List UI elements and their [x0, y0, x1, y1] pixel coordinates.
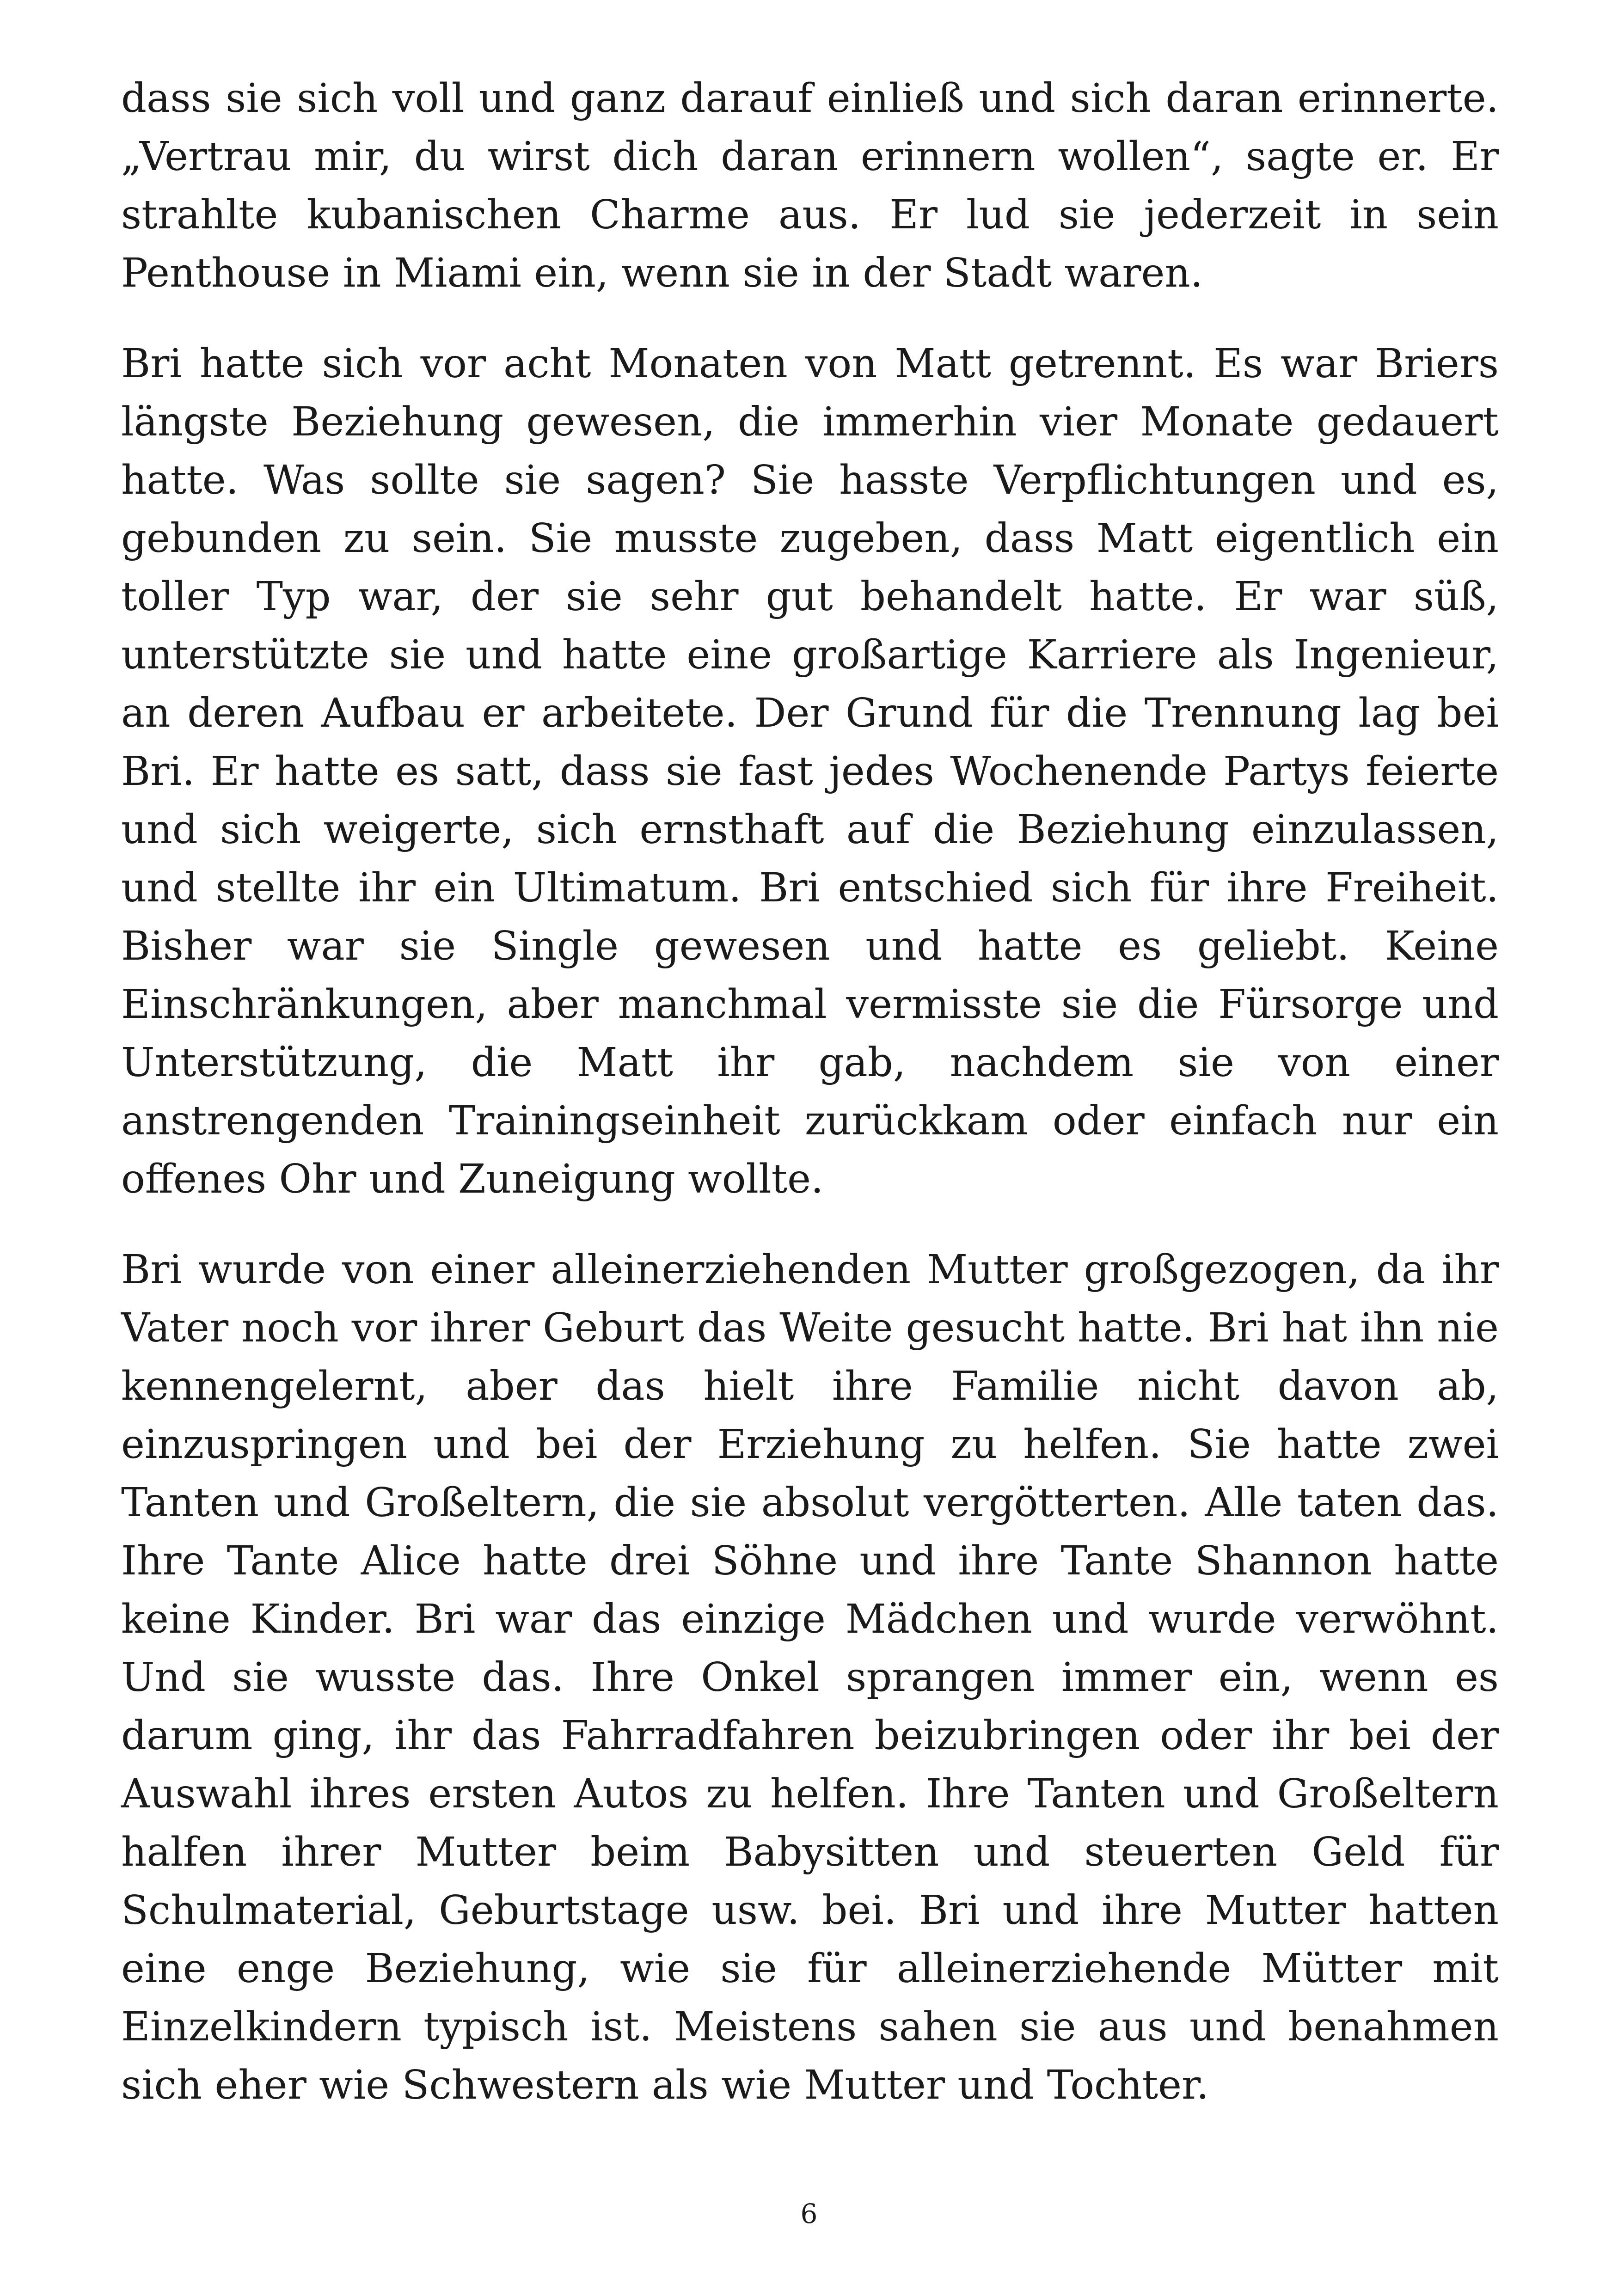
- body-text: [121, 69, 1499, 2114]
- page-number: 6: [800, 2198, 818, 2229]
- paragraph-1: dass sie sich voll und ganz darauf einließ und sich daran erinnerte. „Vertrau mir, du wirst dich daran erinnern wollen“, sagte er. Er strahlte kubanischen Charme aus. Er lud sie jederzeit in sein Penthouse in Miami ein, wenn sie in der Stadt waren.: [121, 75, 1499, 296]
- paragraph-3: Bri wurde von einer alleinerziehenden Mutter großgezogen, da ihr Vater noch vor ihrer Geburt das Weite gesucht hatte. Bri hat ihn nie kennengelernt, aber das hielt ihre Familie nicht davon ab, einzuspringen und bei der Erziehung zu helfen. Sie hatte zwei Tanten und Großeltern, die sie absolut vergötterten. Alle taten das. Ihre Tante Alice hatte drei Söhne und ihre Tante Shannon hatte keine Kinder. Bri war das einzige Mädchen und wurde verwöhnt. Und sie wusste das. Ihre Onkel sprangen immer ein, wenn es darum ging, ihr das Fahrradfahren beizubringen oder ihr bei der Auswahl ihres ersten Autos zu helfen. Ihre Tanten und Großeltern halfen ihrer Mutter beim Babysitten und steuerten Geld für Schulmaterial, Geburtstage usw. bei. Bri und ihre Mutter hatten eine enge Beziehung, wie sie für alleinerziehende Mütter mit Einzelkindern typisch ist. Meistens sahen sie aus und benahmen sich eher wie Schwestern als wie Mutter und Tochter.: [121, 1247, 1499, 2108]
- paragraph-2: Bri hatte sich vor acht Monaten von Matt getrennt. Es war Briers längste Beziehung gewesen, die immerhin vier Monate gedauert hatte. Was sollte sie sagen? Sie hasste Verpflichtungen und es, gebunden zu sein. Sie musste zugeben, dass Matt eigentlich ein toller Typ war, der sie sehr gut behandelt hatte. Er war süß, unterstützte sie und hatte eine großartige Karriere als Ingenieur, an deren Aufbau er arbeitete. Der Grund für die Trennung lag bei Bri. Er hatte es satt, dass sie fast jedes Wochenende Partys feierte und sich weigerte, sich ernsthaft auf die Beziehung einzulassen, und stellte ihr ein Ultimatum. Bri entschied sich für ihre Freiheit. Bisher war sie Single gewesen und hatte es geliebt. Keine Einschränkungen, aber manchmal vermisste sie die Fürsorge und Unterstützung, die Matt ihr gab, nachdem sie von einer anstrengenden Trainingseinheit zurückkam oder einfach nur ein offenes Ohr und Zuneigung wollte.: [121, 341, 1499, 1202]
